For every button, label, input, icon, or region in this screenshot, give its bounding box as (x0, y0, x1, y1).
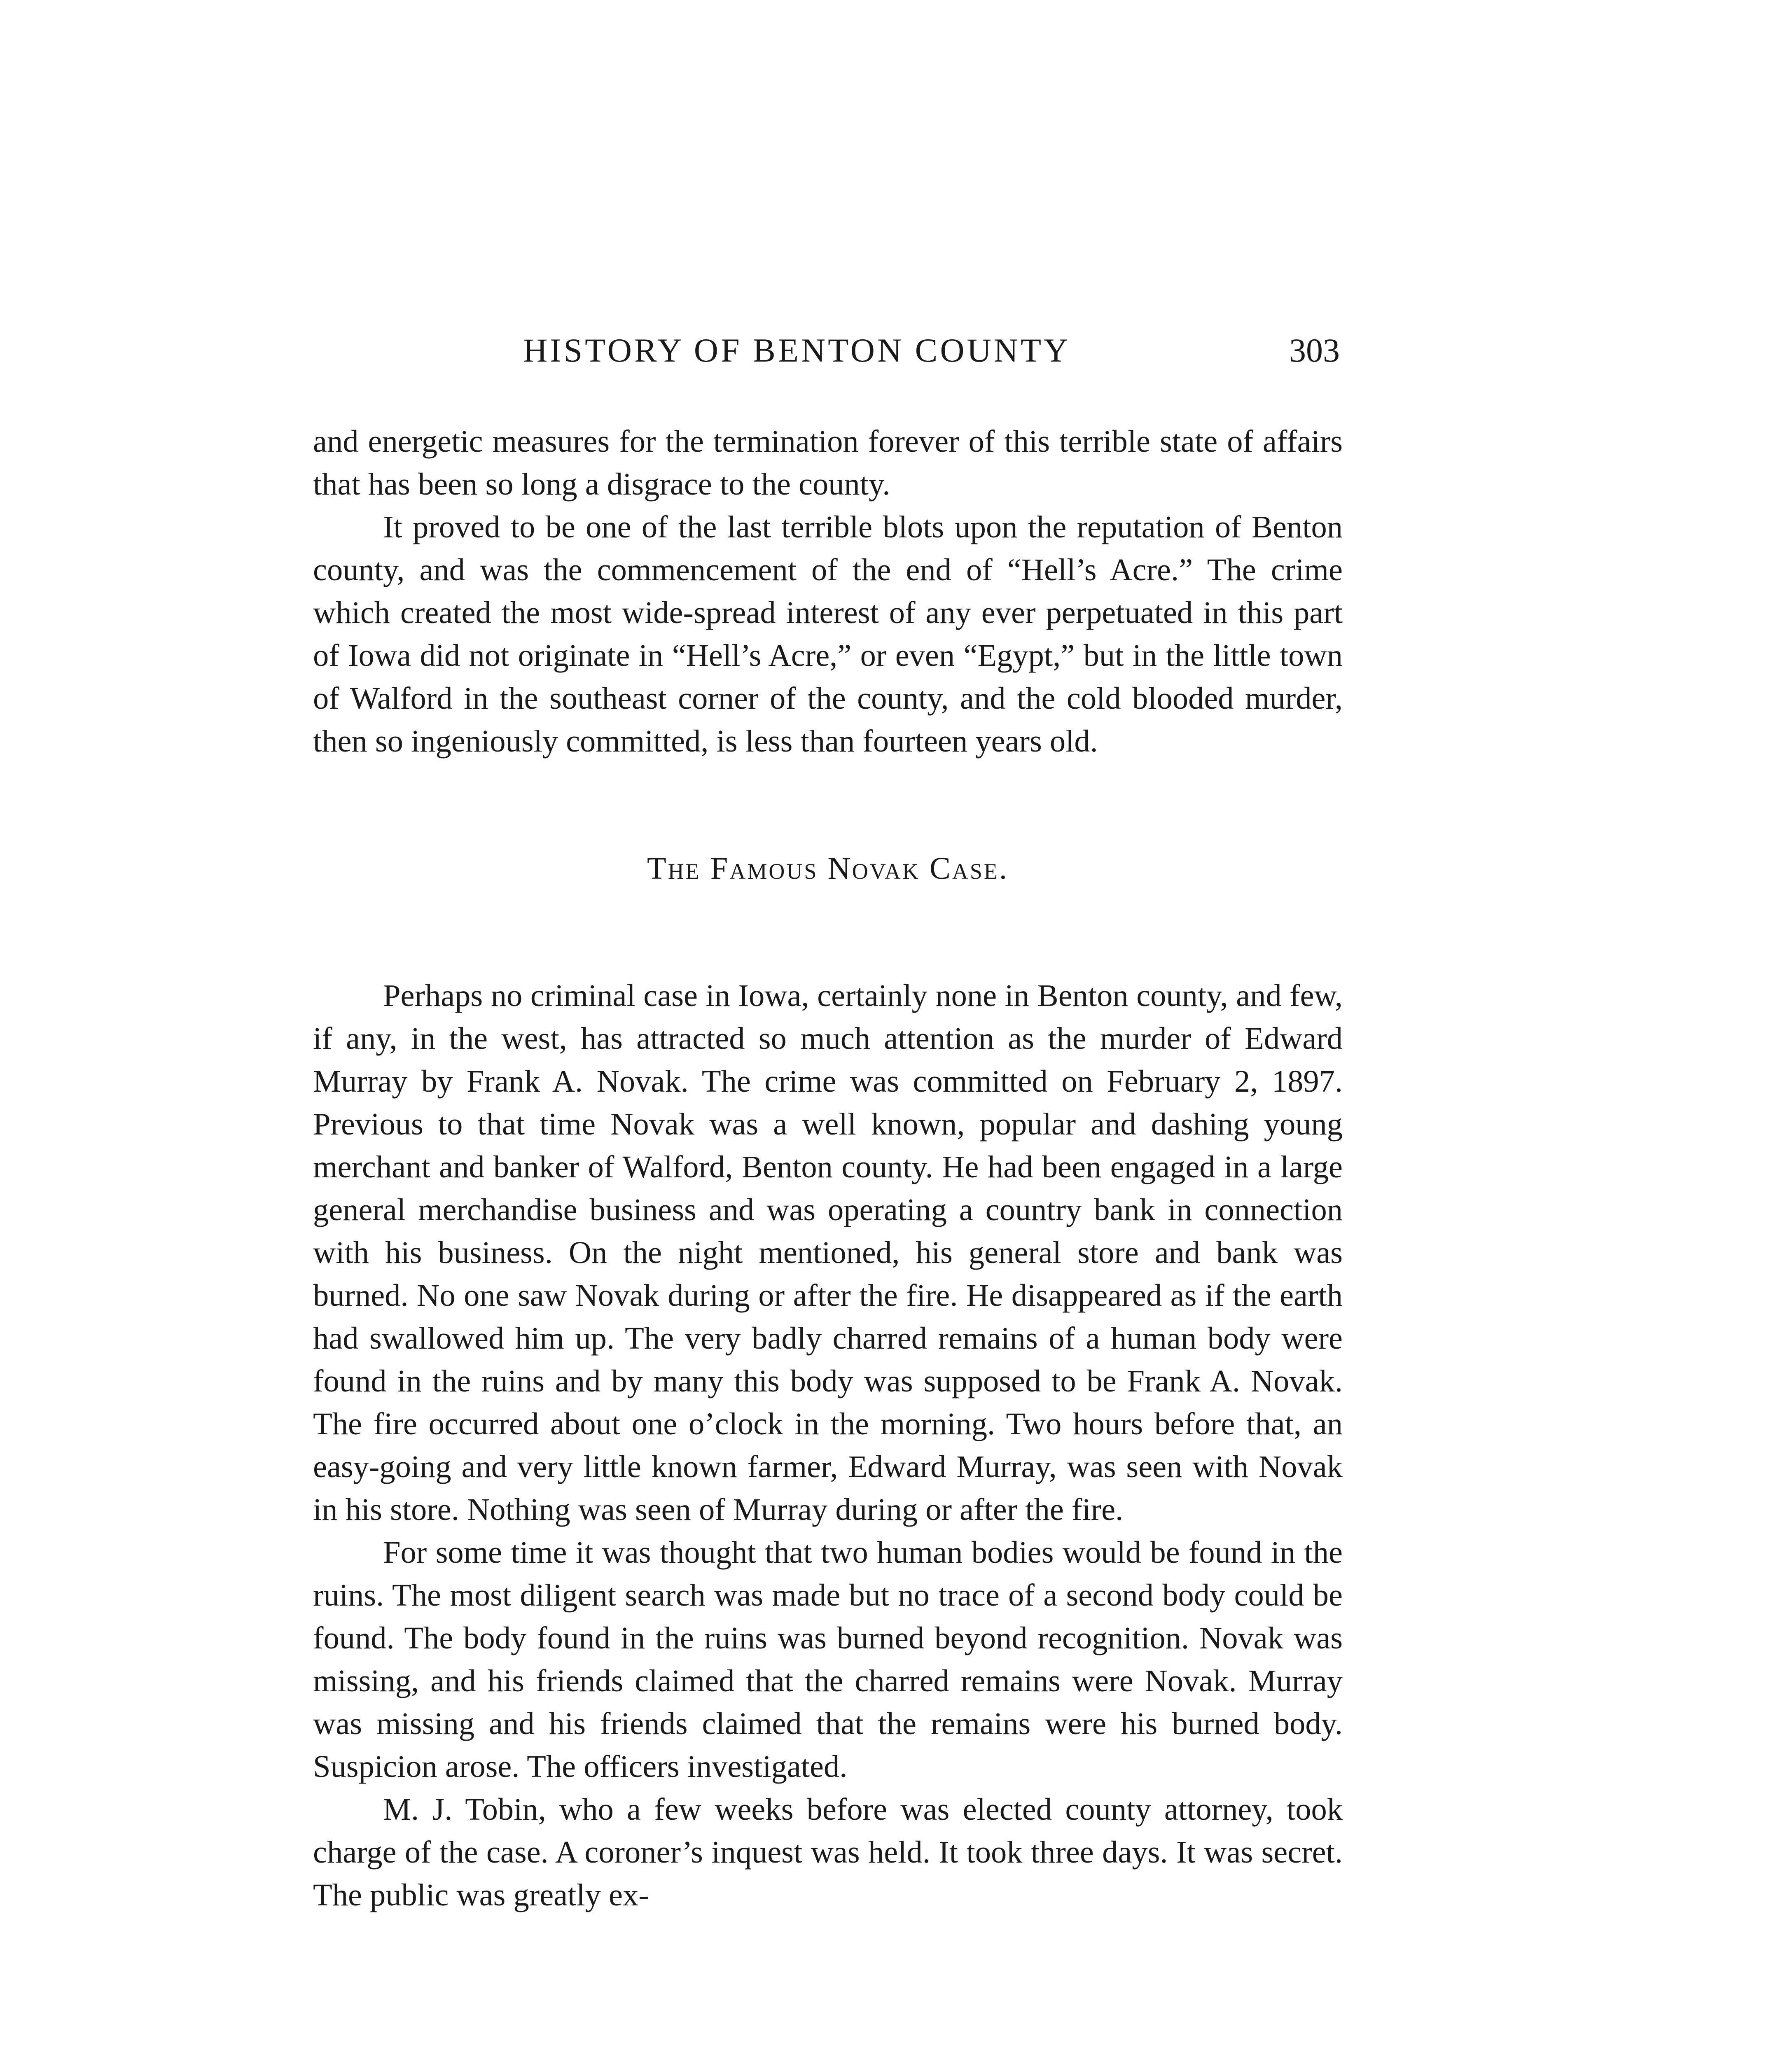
body-text (313, 420, 1343, 1917)
section-heading: The Famous Novak Case. (647, 851, 1009, 886)
paragraph-3: Perhaps no criminal case in Iowa, certainly none in Benton county, and few, if any, in the west, has attracted so much attention as the murder of Edward Murray by Frank A. Novak. The crime was committed on February 2, 1897. Previous to that time Novak was a well known, popular and dashing young merchant and banker of Walford, Benton county. He had been engaged in a large general merchandise business and was operating a country bank in connection with his business. On the night mentioned, his general store and bank was burned. No one saw Novak during or after the fire. He disappeared as if the earth had swallowed him up. The very badly charred remains of a human body were found in the ruins and by many this body was supposed to be Frank A. Novak. The fire occurred about one o’clock in the morning. Two hours before that, an easy-going and very little known farmer, Edward Murray, was seen with Novak in his store. Nothing was seen of Murray during or after the fire. (313, 978, 1343, 1527)
paragraph-5: M. J. Tobin, who a few weeks before was elected county attorney, took charge of the case. A coroner’s inquest was held. It took three days. It was secret. The public was greatly ex- (313, 1792, 1343, 1912)
running-title: HISTORY OF BENTON COUNTY (523, 331, 1071, 369)
page-number: 303 (1289, 331, 1340, 369)
paragraph-4: For some time it was thought that two human bodies would be found in the ruins. The most diligent search was made but no trace of a second body could be found. The body found in the ruins was burned beyond recognition. Novak was missing, and his friends claimed that the charred remains were Novak. Murray was missing and his friends claimed that the remains were his burned body. Suspicion arose. The officers investigated. (313, 1535, 1343, 1784)
paragraph-2: It proved to be one of the last terrible blots upon the reputation of Benton county, and was the commencement of the end of “Hell’s Acre.” The crime which created the most wide-spread interest of any ever perpetuated in this part of Iowa did not originate in “Hell’s Acre,” or even “Egypt,” but in the little town of Walford in the southeast corner of the county, and the cold blooded murder, then so ingeniously committed, is less than fourteen years old. (313, 509, 1343, 759)
paragraph-1: and energetic measures for the termination forever of this terrible state of affairs that has been so long a disgrace to the county. (313, 424, 1343, 502)
